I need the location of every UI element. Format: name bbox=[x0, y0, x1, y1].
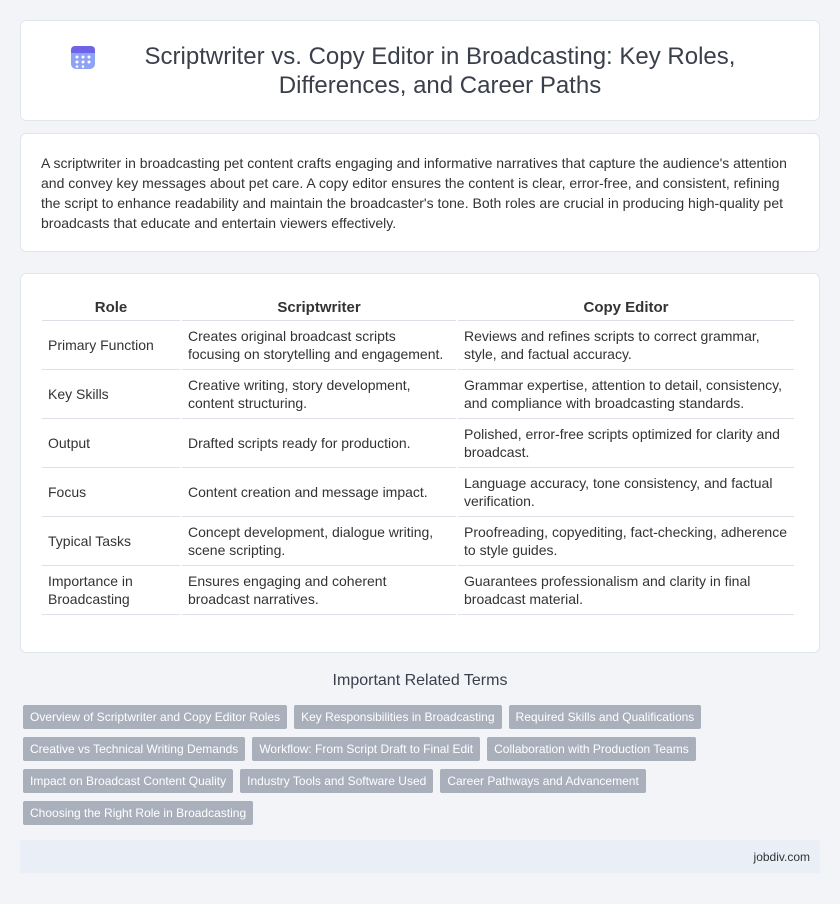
calendar-icon bbox=[70, 44, 96, 70]
related-term-tag[interactable]: Required Skills and Qualifications bbox=[509, 705, 702, 729]
role-cell: Typical Tasks bbox=[42, 517, 180, 566]
header-card bbox=[20, 20, 820, 121]
role-cell: Primary Function bbox=[42, 321, 180, 370]
related-term-tag[interactable]: Key Responsibilities in Broadcasting bbox=[294, 705, 501, 729]
related-term-tag[interactable]: Career Pathways and Advancement bbox=[440, 769, 645, 793]
table-row bbox=[42, 517, 794, 566]
column-header-role: Role bbox=[42, 294, 180, 321]
copy-editor-cell: Guarantees professionalism and clarity in final broadcast material. bbox=[458, 566, 794, 615]
scriptwriter-cell: Content creation and message impact. bbox=[182, 468, 456, 517]
related-terms-list bbox=[23, 705, 813, 825]
related-terms-heading: Important Related Terms bbox=[332, 672, 508, 689]
copy-editor-cell: Grammar expertise, attention to detail, consistency, and compliance with broadcasting standards. bbox=[458, 370, 794, 419]
intro-paragraph: A scriptwriter in broadcasting pet content crafts engaging and informative narratives that capture the audience's attention and convey key messages about pet care. A copy editor ensures the content is clear, error-free, and consistent, refining the script to enhance readability and maintain the broadcaster's tone. Both roles are crucial in producing high-quality pet broadcasts that educate and entertain viewers effectively. bbox=[41, 155, 787, 231]
scriptwriter-cell: Concept development, dialogue writing, scene scripting. bbox=[182, 517, 456, 566]
page-title: Scriptwriter vs. Copy Editor in Broadcasting: Key Roles, Differences, and Career Paths bbox=[144, 42, 736, 99]
related-term-tag[interactable]: Impact on Broadcast Content Quality bbox=[23, 769, 233, 793]
intro-card bbox=[20, 133, 820, 252]
table-row bbox=[42, 566, 794, 615]
role-cell: Focus bbox=[42, 468, 180, 517]
copy-editor-cell: Proofreading, copyediting, fact-checking, adherence to style guides. bbox=[458, 517, 794, 566]
role-cell: Output bbox=[42, 419, 180, 468]
related-term-tag[interactable]: Creative vs Technical Writing Demands bbox=[23, 737, 245, 761]
table-row bbox=[42, 468, 794, 517]
copy-editor-cell: Reviews and refines scripts to correct grammar, style, and factual accuracy. bbox=[458, 321, 794, 370]
scriptwriter-cell: Drafted scripts ready for production. bbox=[182, 419, 456, 468]
column-header-copy-editor: Copy Editor bbox=[458, 294, 794, 321]
comparison-card bbox=[20, 273, 820, 653]
role-cell: Key Skills bbox=[42, 370, 180, 419]
related-term-tag[interactable]: Industry Tools and Software Used bbox=[240, 769, 433, 793]
table-row bbox=[42, 419, 794, 468]
scriptwriter-cell: Ensures engaging and coherent broadcast narratives. bbox=[182, 566, 456, 615]
copy-editor-cell: Polished, error-free scripts optimized for clarity and broadcast. bbox=[458, 419, 794, 468]
header bbox=[70, 42, 770, 100]
footer bbox=[20, 840, 820, 873]
related-term-tag[interactable]: Choosing the Right Role in Broadcasting bbox=[23, 801, 253, 825]
copy-editor-cell: Language accuracy, tone consistency, and factual verification. bbox=[458, 468, 794, 517]
table-row bbox=[42, 370, 794, 419]
role-cell: Importance in Broadcasting bbox=[42, 566, 180, 615]
comparison-table bbox=[40, 294, 796, 615]
related-term-tag[interactable]: Collaboration with Production Teams bbox=[487, 737, 696, 761]
footer-site-link[interactable]: jobdiv.com bbox=[753, 849, 810, 864]
table-header-row bbox=[42, 294, 794, 321]
related-term-tag[interactable]: Overview of Scriptwriter and Copy Editor Roles bbox=[23, 705, 287, 729]
table-row bbox=[42, 321, 794, 370]
related-term-tag[interactable]: Workflow: From Script Draft to Final Edit bbox=[252, 737, 480, 761]
scriptwriter-cell: Creates original broadcast scripts focusing on storytelling and engagement. bbox=[182, 321, 456, 370]
column-header-scriptwriter: Scriptwriter bbox=[182, 294, 456, 321]
scriptwriter-cell: Creative writing, story development, content structuring. bbox=[182, 370, 456, 419]
